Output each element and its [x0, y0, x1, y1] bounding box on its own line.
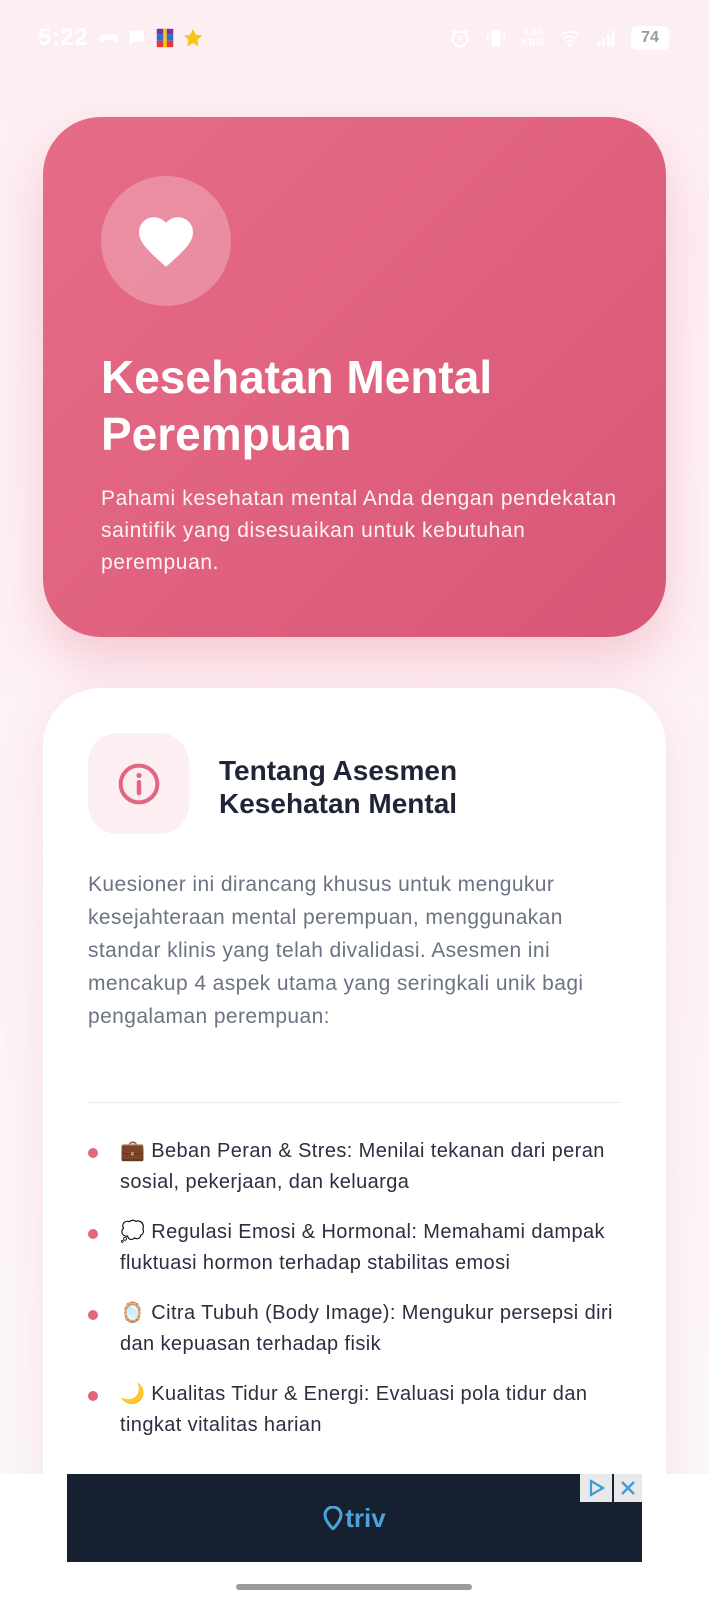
net-speed-value: 0.00	[523, 27, 543, 38]
ad-choices	[580, 1474, 642, 1502]
chat-icon	[126, 27, 148, 49]
info-icon-box	[88, 733, 189, 834]
status-left	[38, 24, 218, 52]
aspect-item-sleep-energy	[88, 1379, 628, 1441]
info-title: Tentang Asesmen Kesehatan Mental	[219, 755, 458, 819]
ad-choices-button[interactable]	[580, 1474, 612, 1502]
home-indicator[interactable]	[236, 1584, 472, 1590]
ad-close-button[interactable]	[614, 1474, 642, 1502]
hero-subtitle: Pahami kesehatan mental Anda dengan pendekatan saintifik yang disesuaikan untuk kebutuhan perempuan.	[101, 487, 617, 574]
info-card	[43, 688, 666, 1600]
network-speed	[521, 28, 545, 48]
aspect-text: 🌙 Kualitas Tidur & Energi: Evaluasi pola tidur dan tingkat vitalitas harian	[120, 1383, 588, 1436]
bullet-dot	[88, 1391, 98, 1401]
aspect-item-emotion-hormonal	[88, 1217, 628, 1279]
aspect-list	[88, 1136, 628, 1460]
hero-icon-circle	[101, 176, 231, 306]
close-icon	[620, 1480, 636, 1496]
net-speed-unit: KB/S	[521, 37, 545, 48]
notification-icons	[98, 27, 218, 49]
status-bar	[0, 0, 709, 76]
info-icon	[117, 762, 161, 806]
aspect-text: 💭 Regulasi Emosi & Hormonal: Memahami dampak fluktuasi hormon terhadap stabilitas emosi	[120, 1221, 605, 1274]
aspect-text: 💼 Beban Peran & Stres: Menilai tekanan dari peran sosial, pekerjaan, dan keluarga	[120, 1140, 605, 1193]
bullet-dot	[88, 1148, 98, 1158]
ad-brand-name: triv	[345, 1502, 386, 1533]
aspect-item-role-stress	[88, 1136, 628, 1198]
divider	[88, 1102, 621, 1103]
status-time: 5:22	[38, 24, 89, 51]
bullet-dot	[88, 1229, 98, 1239]
heart-icon	[136, 214, 196, 268]
location-pin-icon	[323, 1506, 343, 1530]
ad-choices-icon	[587, 1479, 605, 1497]
battery-indicator: 74	[631, 26, 669, 50]
vibrate-icon	[485, 27, 507, 49]
ad-banner[interactable]	[67, 1474, 642, 1562]
star-icon	[182, 27, 204, 49]
ad-brand	[323, 1503, 385, 1534]
info-description: Kuesioner ini dirancang khusus untuk mengukur kesejahteraan mental perempuan, menggunakan standar klinis yang telah divalidasi. Asesmen ini mencakup 4 aspek utama yang seringkali unik bagi pengalaman perempuan:	[88, 873, 584, 1028]
ad-area	[0, 1474, 709, 1600]
hero-title: Kesehatan Mental Perempuan	[101, 351, 493, 460]
status-right	[449, 26, 669, 50]
aspect-text: 🪞 Citra Tubuh (Body Image): Mengukur persepsi diri dan kepuasan terhadap fisik	[120, 1302, 613, 1355]
alarm-icon	[449, 27, 471, 49]
wifi-icon	[559, 27, 581, 49]
winrar-icon	[154, 27, 176, 49]
dot-icon	[210, 27, 218, 49]
bullet-dot	[88, 1310, 98, 1320]
hero-card	[43, 117, 666, 637]
aspect-item-body-image	[88, 1298, 628, 1360]
game-icon	[98, 27, 120, 49]
signal-icon	[595, 27, 617, 49]
